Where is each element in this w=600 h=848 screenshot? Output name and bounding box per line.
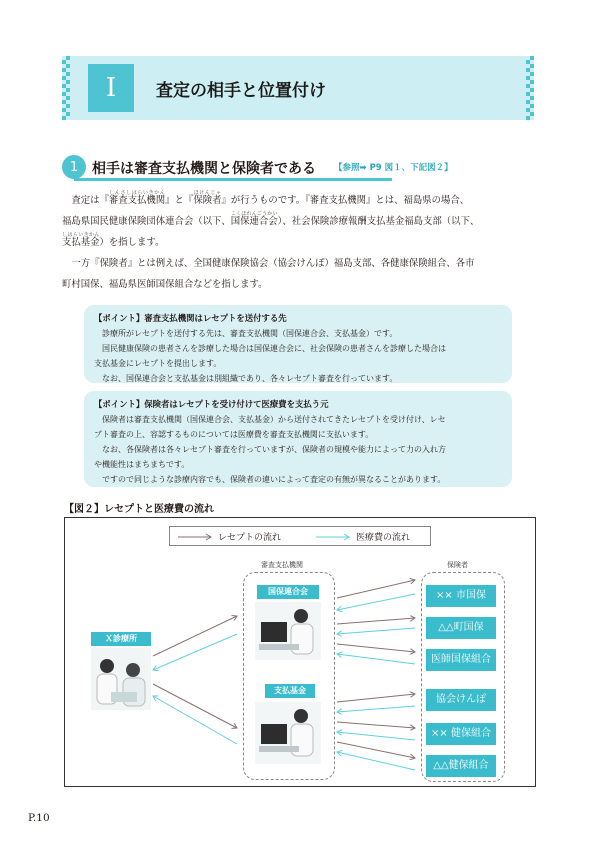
point-box-insurer: [84, 391, 512, 487]
arrow-clinic-to-shiharai: [153, 684, 237, 728]
point-line: ですので同じような診療内容でも、保険者の違いによって査定の有無が異なることがあります。: [102, 475, 446, 484]
clinic-photo: [91, 648, 151, 710]
insurer-box: ×× 市国保: [426, 585, 496, 607]
clinic-label: Ｘ診療所: [91, 632, 151, 646]
review-org-kokuho: 国保連合会: [257, 585, 319, 599]
chapter-banner: [62, 56, 534, 120]
paragraph-line: 支払基金しはらいきかん）を指します。: [62, 232, 165, 248]
review-photo-kokuho: [255, 602, 321, 660]
point-line: 国民健康保険の患者さんを診療した場合は国保連合会に、社会保険の患者さんを診療した場合は: [102, 344, 446, 353]
section-reference: 【参照➡ P9 図１、下記図２】: [334, 163, 453, 173]
page-number: P.10: [28, 812, 50, 824]
arrow-payment-lower-3: [337, 752, 415, 770]
section-title: 相手は審査支払機関と保険者である: [92, 161, 316, 177]
clinic-staff-icon: [91, 648, 151, 710]
arrow-payment-upper-3: [337, 654, 415, 664]
paragraph-definitions: [62, 190, 540, 295]
point-title: 【ポイント】保険者はレセプトを受け付けて医療費を支払う元: [94, 399, 329, 409]
arrow-receipt-lower-3: [337, 742, 415, 758]
arrow-payment-upper-2: [337, 628, 415, 634]
insurer-box: △△健保組合: [426, 755, 496, 777]
checker-pattern-right: [526, 56, 534, 120]
insurer-box: 医師国保組合: [426, 649, 496, 671]
office-worker-icon: [255, 702, 321, 764]
point-line: 診療所がレセプトを送付する先は、審査支払機関（国保連合会、支払基金）です。: [102, 329, 398, 338]
paragraph-line: 一方『保険者』とは例えば、全国健康保険協会（協会けんぽ）福島支部、各健康保険組合、各市: [71, 258, 475, 269]
insurer-box: △△町国保: [426, 617, 496, 639]
section-number: 1: [62, 155, 86, 179]
arrow-payment-lower-2: [337, 732, 415, 740]
review-photo-shiharai: [255, 702, 321, 764]
paragraph-line: 査定は『審査支払機関しんさしはらいきかん』と『保険者ほけんじゃ』が行うものです。『審査支払機関』とは、福島県の場合、: [71, 190, 470, 206]
flow-diagram: [64, 517, 536, 787]
chapter-number: Ⅰ: [88, 64, 134, 112]
point-line: なお、国保連合会と支払基金は別組織であり、各々レセプト審査を行っています。: [102, 374, 398, 383]
paragraph-line: 町村国保、福島県医師国保組合などを指します。: [62, 279, 268, 290]
arrow-receipt-upper-3: [337, 644, 415, 652]
point-line: 支払基金にレセプトを提出します。: [94, 359, 222, 368]
point-line: プト審査の上、容認するものについては医療費を審査支払機関に支払います。: [94, 430, 374, 439]
paragraph-line: 福島県国民健康保険団体連合会（以下、国保連合会こくほれんごうかい）、社会保険診療報酬支払基金福島支部（以下、: [62, 211, 480, 227]
point-line: や機能性はまちまちです。: [94, 460, 190, 469]
office-worker-icon: [255, 602, 321, 660]
arrow-shiharai-to-clinic: [153, 696, 237, 744]
chapter-title: 査定の相手と位置付け: [156, 81, 326, 101]
figure-title: 【図２】レセプトと医療費の流れ: [64, 504, 214, 515]
arrow-receipt-lower-1: [337, 694, 415, 702]
insurer-box: 協会けんぽ: [426, 689, 496, 711]
arrow-receipt-upper-2: [337, 618, 415, 624]
arrow-payment-upper-1: [337, 594, 415, 610]
section-heading: [62, 155, 532, 183]
arrow-receipt-upper-1: [337, 580, 415, 598]
insurer-group-box: [421, 572, 505, 782]
checker-pattern-left: [62, 56, 70, 120]
review-group-label: 審査支払機関: [261, 561, 303, 569]
review-org-shiharai: 支払基金: [265, 684, 315, 698]
point-line: 保険者は審査支払機関（国保連合会、支払基金）から送付されてきたレセプトを受け付け、レセ: [102, 415, 446, 424]
point-title: 【ポイント】審査支払機関はレセプトを送付する先: [94, 313, 287, 323]
legend-payment-label: 医療費の流れ: [356, 533, 411, 543]
arrow-clinic-to-kokuho: [153, 616, 237, 656]
legend-receipt-label: レセプトの流れ: [218, 533, 282, 543]
arrow-payment-lower-1: [337, 706, 415, 712]
insurer-box: ×× 健保組合: [426, 723, 496, 745]
point-box-review-agency: [84, 305, 512, 383]
insurer-group-label: 保険者: [447, 561, 468, 569]
section-underline: [74, 178, 392, 181]
arrow-kokuho-to-clinic: [153, 634, 237, 670]
point-line: なお、各保険者は各々レセプト審査を行っていますが、保険者の規模や能力によって力の入れ方: [102, 445, 446, 454]
arrow-receipt-lower-2: [337, 722, 415, 728]
